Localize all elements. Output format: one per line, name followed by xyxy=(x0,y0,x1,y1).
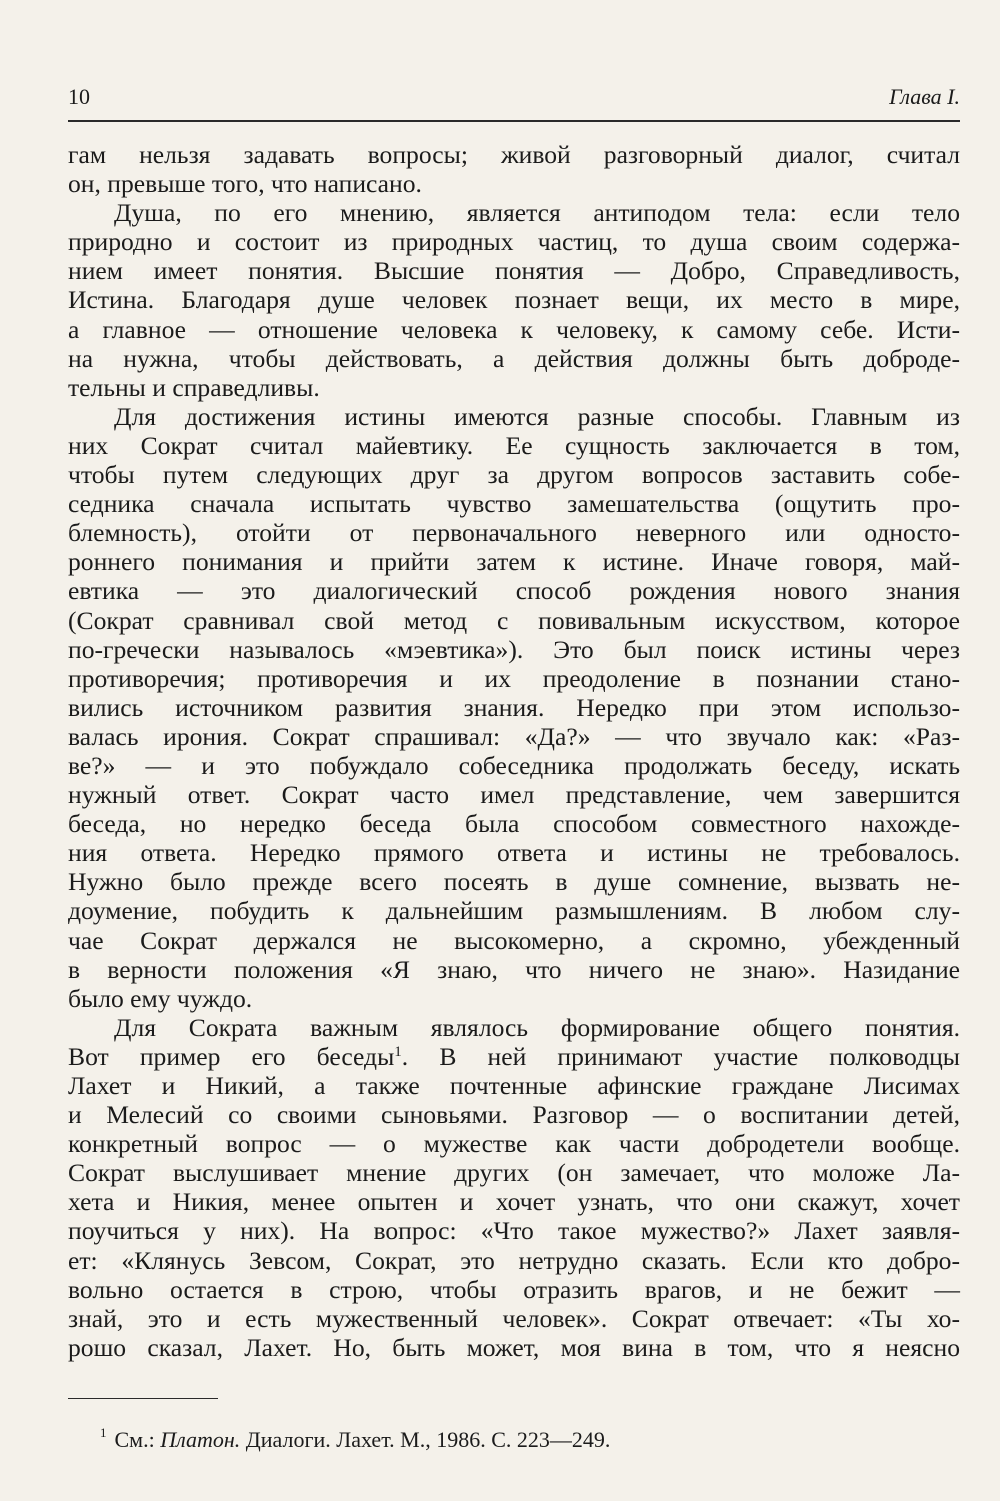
text-line: Лахет и Никий, а также почтенные афинские граждане Лисимах xyxy=(68,1071,960,1100)
text-line: Для Сократа важным являлось формирование общего понятия. xyxy=(114,1012,960,1042)
text-line: хета и Никия, менее опытен и хочет узнать, что они скажут, хочет xyxy=(68,1187,960,1217)
text-line: ет: «Клянусь Зевсом, Сократ, это нетрудно сказать. Если кто добро- xyxy=(68,1245,960,1275)
text-line: роннего понимания и прийти затем к истине. Иначе говоря, май- xyxy=(68,547,960,577)
text-line: гам нельзя задавать вопросы; живой разговорный диалог, считал xyxy=(68,140,960,169)
footnote-author: Платон. xyxy=(160,1427,241,1452)
text-line: конкретный вопрос — о мужестве как части добродетели вообще. xyxy=(68,1129,960,1159)
text-line: и Мелесий со своими сыновьями. Разговор — о воспитании детей, xyxy=(68,1100,960,1130)
text-fragment: . В ней принимают участие полководцы xyxy=(401,1041,960,1071)
text-line: а главное — отношение человека к человеку, к самому себе. Исти- xyxy=(68,314,960,344)
text-line: тельны и справедливы. xyxy=(68,372,320,402)
text-line: было ему чуждо. xyxy=(68,983,253,1013)
footnote-rule xyxy=(68,1398,218,1399)
footnote-mark: 1 xyxy=(100,1425,107,1440)
text-line: седника сначала испытать чувство замешательства (ощутить про- xyxy=(68,489,960,519)
text-line: евтика — это диалогический способ рождения нового знания xyxy=(68,576,960,606)
text-line: рошо сказал, Лахет. Но, быть может, моя вина в том, что я неясно xyxy=(68,1332,960,1362)
text-line: нием имеет понятия. Высшие понятия — Добро, Справедливость, xyxy=(68,256,960,286)
page-header xyxy=(68,84,960,114)
page-number: 10 xyxy=(68,84,90,109)
text-line: противоречия; противоречия и их преодоление в познании стано- xyxy=(68,663,960,693)
text-line: валась ирония. Сократ спрашивал: «Да?» — что звучало как: «Раз- xyxy=(68,721,960,751)
text-line-with-footnote xyxy=(68,1042,960,1071)
text-line: вольно остается в строю, чтобы отразить врагов, и не бежит — xyxy=(68,1274,960,1304)
text-line: доумение, побудить к дальнейшим размышлениям. В любом слу- xyxy=(68,896,960,926)
footnote-prefix: См.: xyxy=(114,1427,155,1452)
footnote-reference: 1 xyxy=(394,1043,402,1060)
text-line: (Сократ сравнивал свой метод с повивальным искусством, которое xyxy=(68,605,960,635)
text-line: них Сократ считал майевтику. Ее сущность заключается в том, xyxy=(68,430,960,460)
text-line: ния ответа. Нередко прямого ответа и истины не требовалось. xyxy=(68,838,960,868)
text-line: Нужно было прежде всего посеять в душе сомнение, вызвать не- xyxy=(68,867,960,897)
text-line: ве?» — и это побуждало собеседника продолжать беседу, искать xyxy=(68,750,960,780)
text-line: природно и состоит из природных частиц, то душа своим содержа- xyxy=(68,227,960,257)
body-text xyxy=(68,140,960,1362)
text-line: Душа, по его мнению, является антиподом тела: если тело xyxy=(114,198,960,228)
running-head: Глава I. xyxy=(889,84,960,109)
text-line: беседа, но нередко беседа была способом совместного нахожде- xyxy=(68,809,960,839)
text-line: в верности положения «Я знаю, что ничего не знаю». Назидание xyxy=(68,954,960,984)
text-line: поучиться у них). На вопрос: «Что такое мужество?» Лахет заявля- xyxy=(68,1216,960,1246)
footnote xyxy=(100,1425,912,1453)
text-line: блемность), отойти от первоначального неверного или односто- xyxy=(68,518,960,548)
footnote-text: Диалоги. Лахет. М., 1986. С. 223—249. xyxy=(245,1427,611,1452)
text-line: Сократ выслушивает мнение других (он замечает, что моложе Ла- xyxy=(68,1158,960,1188)
text-line: нужный ответ. Сократ часто имел представление, чем завершится xyxy=(68,780,960,810)
text-line: Истина. Благодаря душе человек познает вещи, их место в мире, xyxy=(68,285,960,315)
text-line: знай, это и есть мужественный человек». Сократ отвечает: «Ты хо- xyxy=(68,1303,960,1333)
text-line: чае Сократ держался не высокомерно, а скромно, убежденный xyxy=(68,925,960,955)
text-line: он, превыше того, что написано. xyxy=(68,169,422,199)
text-line: по-гречески называлось «мэевтика»). Это был поиск истины через xyxy=(68,634,960,664)
text-line: Для достижения истины имеются разные способы. Главным из xyxy=(114,401,960,431)
header-rule xyxy=(68,120,960,122)
text-line: вились источником развития знания. Нередко при этом использо- xyxy=(68,692,960,722)
text-fragment: Вот пример его беседы xyxy=(68,1041,395,1071)
text-line: чтобы путем следующих друг за другом вопросов заставить собе- xyxy=(68,460,960,490)
text-line: на нужна, чтобы действовать, а действия должны быть доброде- xyxy=(68,343,960,373)
